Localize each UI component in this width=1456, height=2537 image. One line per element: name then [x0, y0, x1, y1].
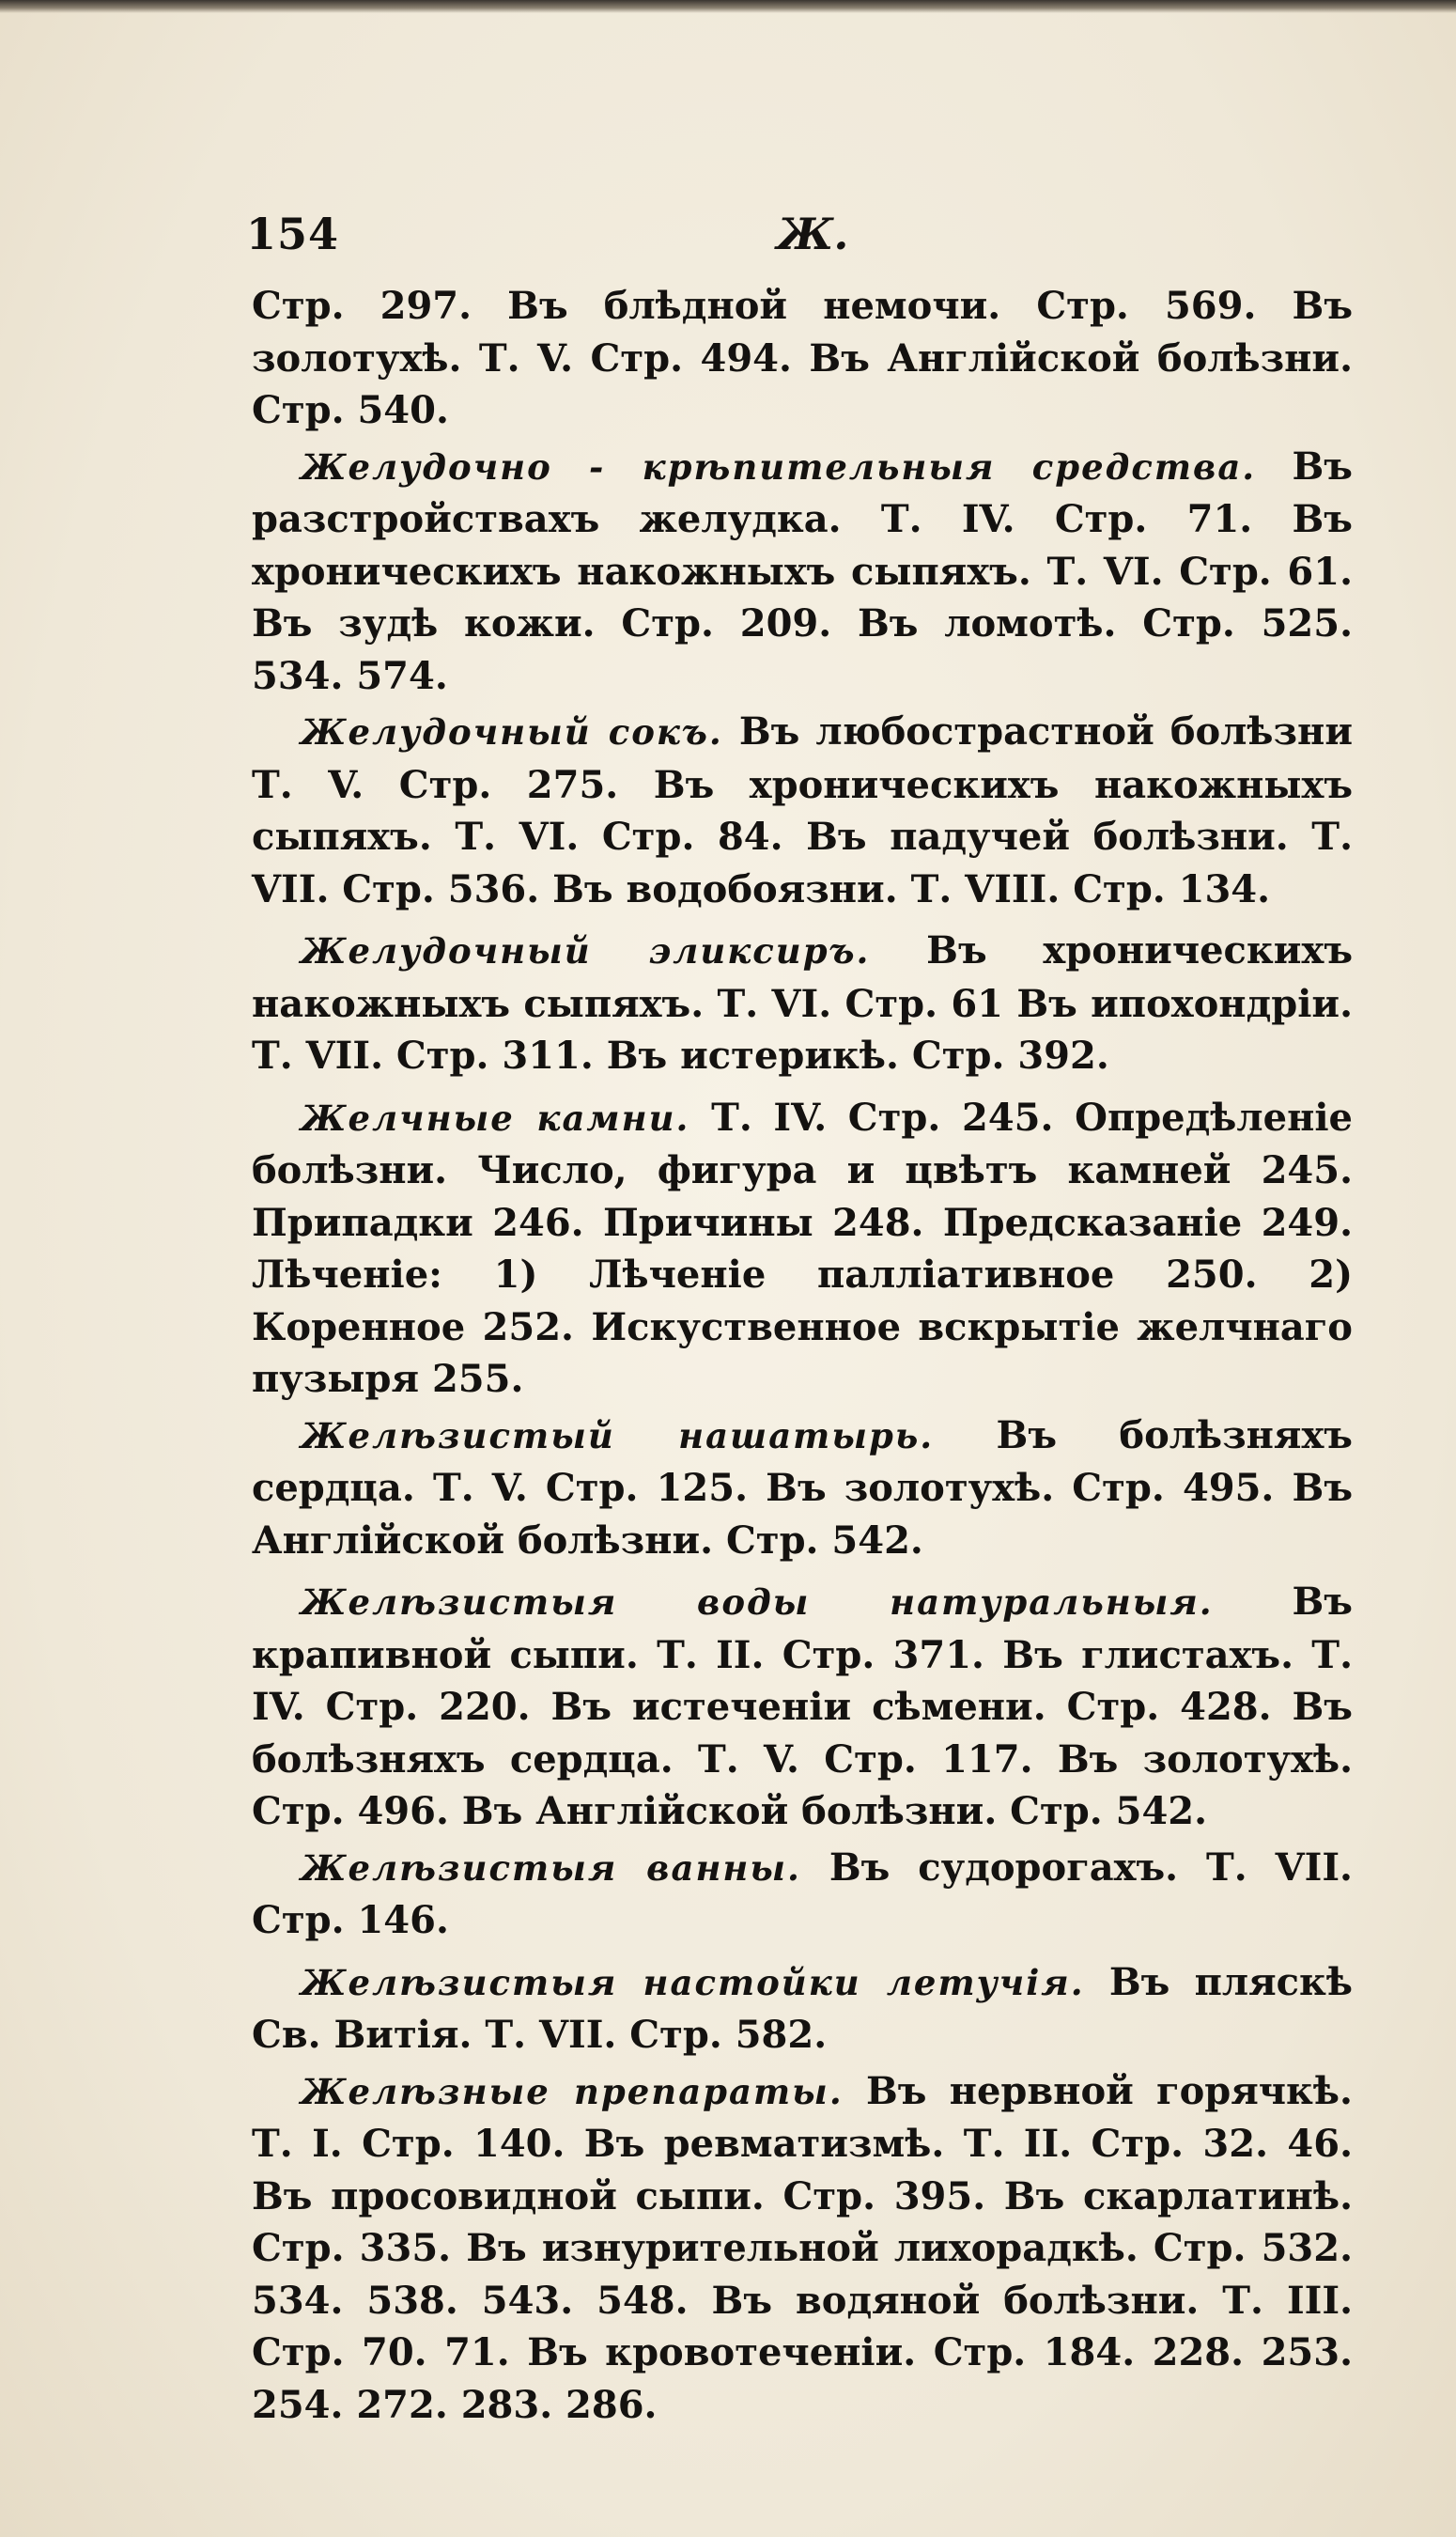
- index-entry: [252, 1842, 1353, 1947]
- entry-term: Желчные камни.: [301, 1097, 690, 1139]
- entry-text: Въ судорогахъ. Т. VII. Стр. 146.: [252, 1844, 1353, 1942]
- index-entry: [252, 1409, 1353, 1567]
- entry-text: Въ крапивной сыпи. Т. II. Стр. 371. Въ глистахъ. Т. IV. Стр. 220. Въ истеченіи сѣмени. Стр. 428. Въ болѣзняхъ сердца. Т. V. Стр. 117. Въ золотухѣ. Стр. 496. Въ Англійской болѣзни. Стр. 542.: [252, 1580, 1353, 1833]
- index-entry: [252, 441, 1353, 703]
- index-entry: [252, 706, 1353, 915]
- index-body: [252, 280, 1353, 2435]
- page-edge-shadow: [0, 0, 1456, 13]
- entry-text: Въ пляскѣ Св. Витія. Т. VII. Стр. 582.: [252, 1959, 1353, 2057]
- entry-term: Желѣзистыя ванны.: [301, 1846, 801, 1889]
- index-entry: [252, 1576, 1353, 1838]
- entry-term: Желѣзные препараты.: [301, 2070, 844, 2112]
- entry-text: Въ разстройствахъ желудка. Т. IV. Стр. 71. Въ хроническихъ накожныхъ сыпяхъ. Т. VI. Стр. 61. Въ зудѣ кожи. Стр. 209. Въ ломотѣ. Стр. 525. 534. 574.: [252, 444, 1353, 698]
- index-entry: [252, 925, 1353, 1082]
- running-head: Ж.: [777, 209, 849, 259]
- entry-term: Желѣзистыя настойки летучія.: [301, 1961, 1085, 2003]
- entry-text: Въ любострастной болѣзни Т. V. Стр. 275. Въ хроническихъ накожныхъ сыпяхъ. Т. VI. Стр. 84. Въ падучей болѣзни. Т. VII. Стр. 536. Въ водобоязни. Т. VIII. Стр. 134.: [252, 709, 1353, 911]
- index-entry: [252, 1956, 1353, 2062]
- index-entry: [252, 2065, 1353, 2432]
- index-entry-continuation: [252, 280, 1353, 437]
- page-number: 154: [246, 209, 340, 259]
- entry-term: Желудочный эликсиръ.: [301, 930, 871, 972]
- entry-term: Желѣзистый нашатырь.: [301, 1414, 935, 1456]
- entry-text: Въ нервной горячкѣ. Т. I. Стр. 140. Въ ревматизмѣ. Т. II. Стр. 32. 46. Въ просовидной сыпи. Стр. 395. Въ скарлатинѣ. Стр. 335. Въ изнурительной лихорадкѣ. Стр. 532. 534. 538. 543. 548. Въ водяной болѣзни. Т. III. Стр. 70. 71. Въ кровотеченіи. Стр. 184. 228. 253. 254. 272. 283. 286.: [252, 2068, 1353, 2427]
- page-header: [246, 209, 1355, 265]
- entry-term: Желѣзистыя воды натуральныя.: [301, 1581, 1214, 1623]
- entry-text: Т. IV. Стр. 245. Опредѣленіе болѣзни. Число, фигура и цвѣтъ камней 245. Припадки 246. Причины 248. Предсказаніе 249. Лѣченіе: 1) Лѣченіе паллiативное 250. 2) Коренное 252. Искуственное вскрытіе желчнаго пузыря 255.: [252, 1095, 1353, 1401]
- index-entry: [252, 1092, 1353, 1406]
- entry-text: Въ хроническихъ накожныхъ сыпяхъ. Т. VI. Стр. 61 Въ ипохондріи. Т. VII. Стр. 311. Въ истерикѣ. Стр. 392.: [252, 928, 1354, 1078]
- entry-text: Въ болѣзняхъ сердца. Т. V. Стр. 125. Въ золотухѣ. Стр. 495. Въ Англійской болѣзни. Стр. 542.: [252, 1412, 1353, 1563]
- entry-term: Желудочный сокъ.: [301, 711, 723, 753]
- entry-term: Желудочно - крѣпительныя средства.: [301, 445, 1257, 488]
- entry-text: Стр. 297. Въ блѣдной немочи. Стр. 569. Въ золотухѣ. Т. V. Стр. 494. Въ Англійской болѣзни. Стр. 540.: [252, 284, 1353, 432]
